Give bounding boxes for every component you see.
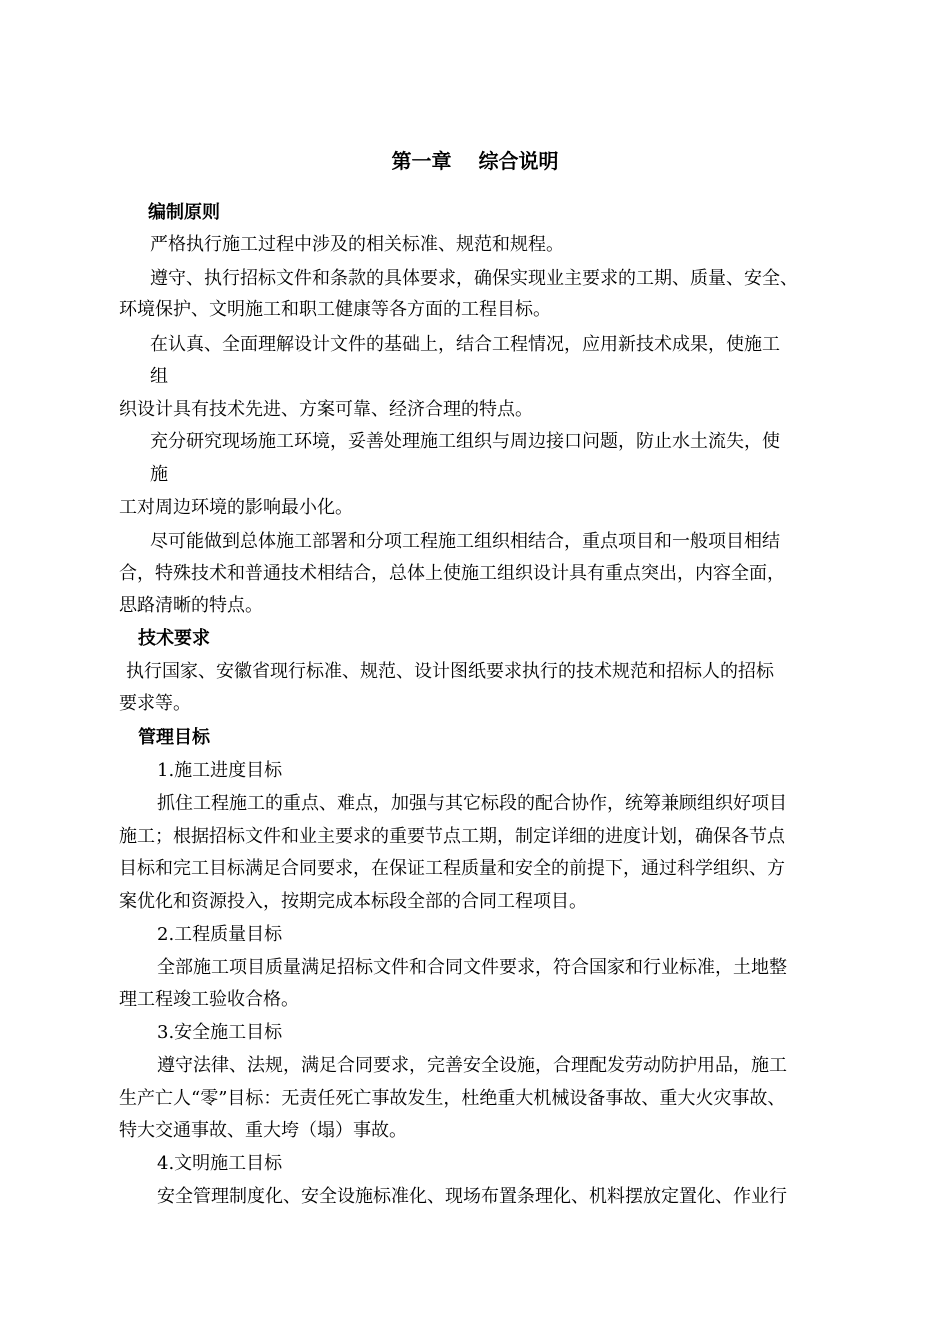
paragraph-line: 施工；根据招标文件和业主要求的重要节点工期，制定详细的进度计划，确保各节点 [119,826,785,847]
paragraph-line: 在认真、全面理解设计文件的基础上，结合工程情况，应用新技术成果，使施工 [150,334,780,355]
paragraph-line: 尽可能做到总体施工部署和分项工程施工组织相结合，重点项目和一般项目相结 [150,531,780,552]
subheading-safety: 3.安全施工目标 [157,1022,283,1043]
section-heading-technical: 技术要求 [138,628,210,649]
paragraph-line: 遵守法律、法规，满足合同要求，完善安全设施，合理配发劳动防护用品，施工 [157,1055,787,1076]
paragraph-line: 目标和完工目标满足合同要求，在保证工程质量和安全的前提下，通过科学组织、方 [119,858,785,879]
paragraph-line: 充分研究现场施工环境，妥善处理施工组织与周边接口问题，防止水土流失，使 [150,431,780,452]
paragraph-line: 案优化和资源投入，按期完成本标段全部的合同工程项目。 [119,891,587,912]
paragraph-line: 特大交通事故、重大垮（塌）事故。 [119,1120,407,1141]
subheading-quality: 2.工程质量目标 [157,924,283,945]
paragraph-line: 组 [150,366,168,387]
paragraph-line: 工对周边环境的影响最小化。 [119,497,353,518]
paragraph-line: 抓住工程施工的重点、难点，加强与其它标段的配合协作，统筹兼顾组织好项目 [157,793,787,814]
subheading-schedule: 1.施工进度目标 [157,760,283,781]
paragraph-line: 生产亡人“零”目标：无责任死亡事故发生，杜绝重大机械设备事故、重大火灾事故、 [119,1088,786,1109]
paragraph-line: 安全管理制度化、安全设施标准化、现场布置条理化、机料摆放定置化、作业行 [157,1186,787,1207]
paragraph-line: 执行国家、安徽省现行标准、规范、设计图纸要求执行的技术规范和招标人的招标 [126,661,774,682]
paragraph-line: 理工程竣工验收合格。 [119,989,299,1010]
chapter-title: 第一章 综合说明 [391,149,559,173]
subheading-civilized: 4.文明施工目标 [157,1153,283,1174]
paragraph-line: 施 [150,464,168,485]
paragraph-line: 思路清晰的特点。 [119,595,263,616]
paragraph-line: 遵守、执行招标文件和条款的具体要求，确保实现业主要求的工期、质量、安全、 [150,268,798,289]
paragraph-line: 全部施工项目质量满足招标文件和合同文件要求，符合国家和行业标准，土地整 [157,957,787,978]
section-heading-principles: 编制原则 [148,202,220,223]
paragraph-line: 织设计具有技术先进、方案可靠、经济合理的特点。 [119,399,533,420]
paragraph-line: 要求等。 [119,693,191,714]
paragraph-line: 合，特殊技术和普通技术相结合，总体上使施工组织设计具有重点突出，内容全面， [119,563,785,584]
paragraph-line: 严格执行施工过程中涉及的相关标准、规范和规程。 [150,234,564,255]
paragraph-line: 环境保护、文明施工和职工健康等各方面的工程目标。 [119,299,551,320]
section-heading-management: 管理目标 [138,727,210,748]
